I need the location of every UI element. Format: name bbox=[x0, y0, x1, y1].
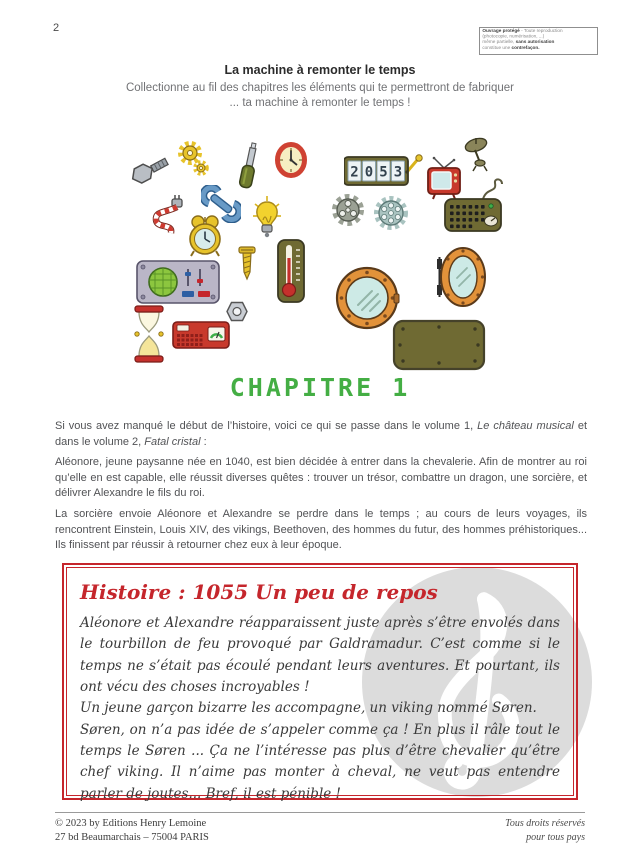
teal-gear-icon bbox=[371, 193, 411, 233]
wall-clock-icon bbox=[274, 139, 308, 179]
chapter-paragraph-3: La sorcière envoie Aléonore et Alexandre se perdre dans le temps ; au cours de leurs voyages, ils rencontrent Einstein, Louis XIV, des vikings, Beethoven, des hommes du futur, des hommes préhistoriques... Ils finissent par réussir à retourner chez eux à leur époque. bbox=[55, 508, 587, 552]
chapter-intro bbox=[55, 419, 587, 559]
chapter-p1-mid: et dans le volume 2, bbox=[55, 420, 588, 448]
notice-line4: constitue une bbox=[482, 45, 512, 51]
digit-counter-icon bbox=[344, 149, 426, 191]
counter-digit-4: 3 bbox=[393, 164, 403, 181]
counter-digit-2: 0 bbox=[364, 164, 374, 181]
notice-line3-bold: sans autorisation bbox=[515, 39, 555, 45]
bolt-icon bbox=[128, 156, 172, 196]
hex-nut-icon bbox=[226, 301, 248, 322]
story-box-inner bbox=[66, 567, 574, 802]
counter-digit-3: 5 bbox=[379, 164, 388, 181]
notice-line3: même partielle, bbox=[482, 39, 516, 45]
story-paragraph-2: Un jeune garçon bizarre les accompagne, un viking nommé Søren. bbox=[80, 700, 537, 717]
hourglass-icon bbox=[134, 305, 164, 363]
gray-gear-icon bbox=[329, 192, 367, 228]
rights-notice bbox=[505, 817, 585, 844]
notice-line4-bold: contrefaçon. bbox=[511, 45, 540, 51]
story-heading: Histoire : 1055 Un peu de repos bbox=[80, 580, 438, 604]
alarm-clock-icon bbox=[185, 213, 225, 259]
control-panel-icon bbox=[136, 260, 220, 304]
screw-icon bbox=[237, 246, 257, 281]
book-subtitle-line2: ... ta machine à remonter le temps ! bbox=[229, 97, 411, 109]
publisher-line2: 27 bd Beaumarchais – 75004 PARIS bbox=[55, 831, 209, 843]
counter-digit-1: 2 bbox=[350, 164, 359, 181]
power-cord-icon bbox=[147, 195, 187, 239]
story-paragraph-3: Søren, on n’a pas idée de s’appeler comme ça ! En plus il râle tout le temps le Søren ... Ça ne l’intéresse pas plus d’être chevalier qu’être chef viking. Il n’aime pas monter à cheval, ne veut pas entendre parler de joutes... Bref, il est pénible ! bbox=[80, 721, 560, 802]
rights-line2: pour tous pays bbox=[526, 831, 585, 843]
round-porthole-icon bbox=[334, 265, 400, 331]
footer-divider bbox=[55, 812, 585, 813]
volume1-title: Le château musical bbox=[477, 420, 574, 432]
story-paragraph-1: Aléonore et Alexandre réapparaissent juste après s’être envolés dans le tourbillon de feu provoqué par Galdramadur. C’est comme si le temps ne s’était pas écoulé pendant leurs aventures. Et pourtant, ils ont vécu des choses incroyables ! bbox=[80, 615, 560, 695]
rights-line1: Tous droits réservés bbox=[505, 818, 585, 829]
radio-keypad-icon bbox=[443, 175, 505, 235]
light-bulb-icon bbox=[251, 196, 283, 240]
notice-line1-bold: Ouvrage protégé bbox=[482, 28, 520, 34]
thermometer-icon bbox=[275, 238, 307, 304]
volume2-title: Fatal cristal bbox=[144, 435, 201, 448]
story-text bbox=[80, 613, 560, 805]
satellite-dish-icon bbox=[461, 136, 491, 174]
story-box bbox=[62, 563, 578, 800]
notice-line1: - Toute reproduction bbox=[519, 28, 563, 34]
publisher-line1: © 2023 by Editions Henry Lemoine bbox=[55, 818, 207, 829]
page-number: 2 bbox=[53, 22, 60, 34]
oval-porthole-icon bbox=[436, 245, 488, 309]
book-title: La machine à remonter le temps bbox=[224, 63, 416, 77]
machine-parts-collage bbox=[0, 135, 640, 377]
notice-line2: (photocopie, numérisation, ...) bbox=[482, 34, 545, 40]
chapter-p1-text: Si vous avez manqué le début de l’histoire, voici ce qui se passe dans le volume 1, bbox=[55, 420, 478, 432]
chapter-paragraph-1 bbox=[55, 419, 587, 450]
book-subtitle-line1: Collectionne au fil des chapitres les éléments qui te permettront de fabriquer bbox=[125, 82, 515, 94]
chapter-p1-post: : bbox=[200, 435, 207, 448]
metal-plate-icon bbox=[392, 319, 486, 371]
copyright-notice-text bbox=[480, 28, 602, 52]
yellow-gears-icon bbox=[176, 141, 210, 177]
chapter-paragraph-2: Aléonore, jeune paysanne née en 1040, est bien décidée à entrer dans la chevalerie. Afin de montrer au roi qu’elle en est capable, elle réussit diverses quêtes : trouver un trésor, combattre un dragon, une sorcière, et délivrer Alexandre le fils du roi. bbox=[55, 456, 587, 500]
chapter-title: CHAPITRE 1 bbox=[229, 373, 411, 402]
calculator-radio-icon bbox=[172, 321, 230, 349]
copyright-notice bbox=[479, 27, 598, 55]
publisher-info bbox=[55, 817, 209, 844]
